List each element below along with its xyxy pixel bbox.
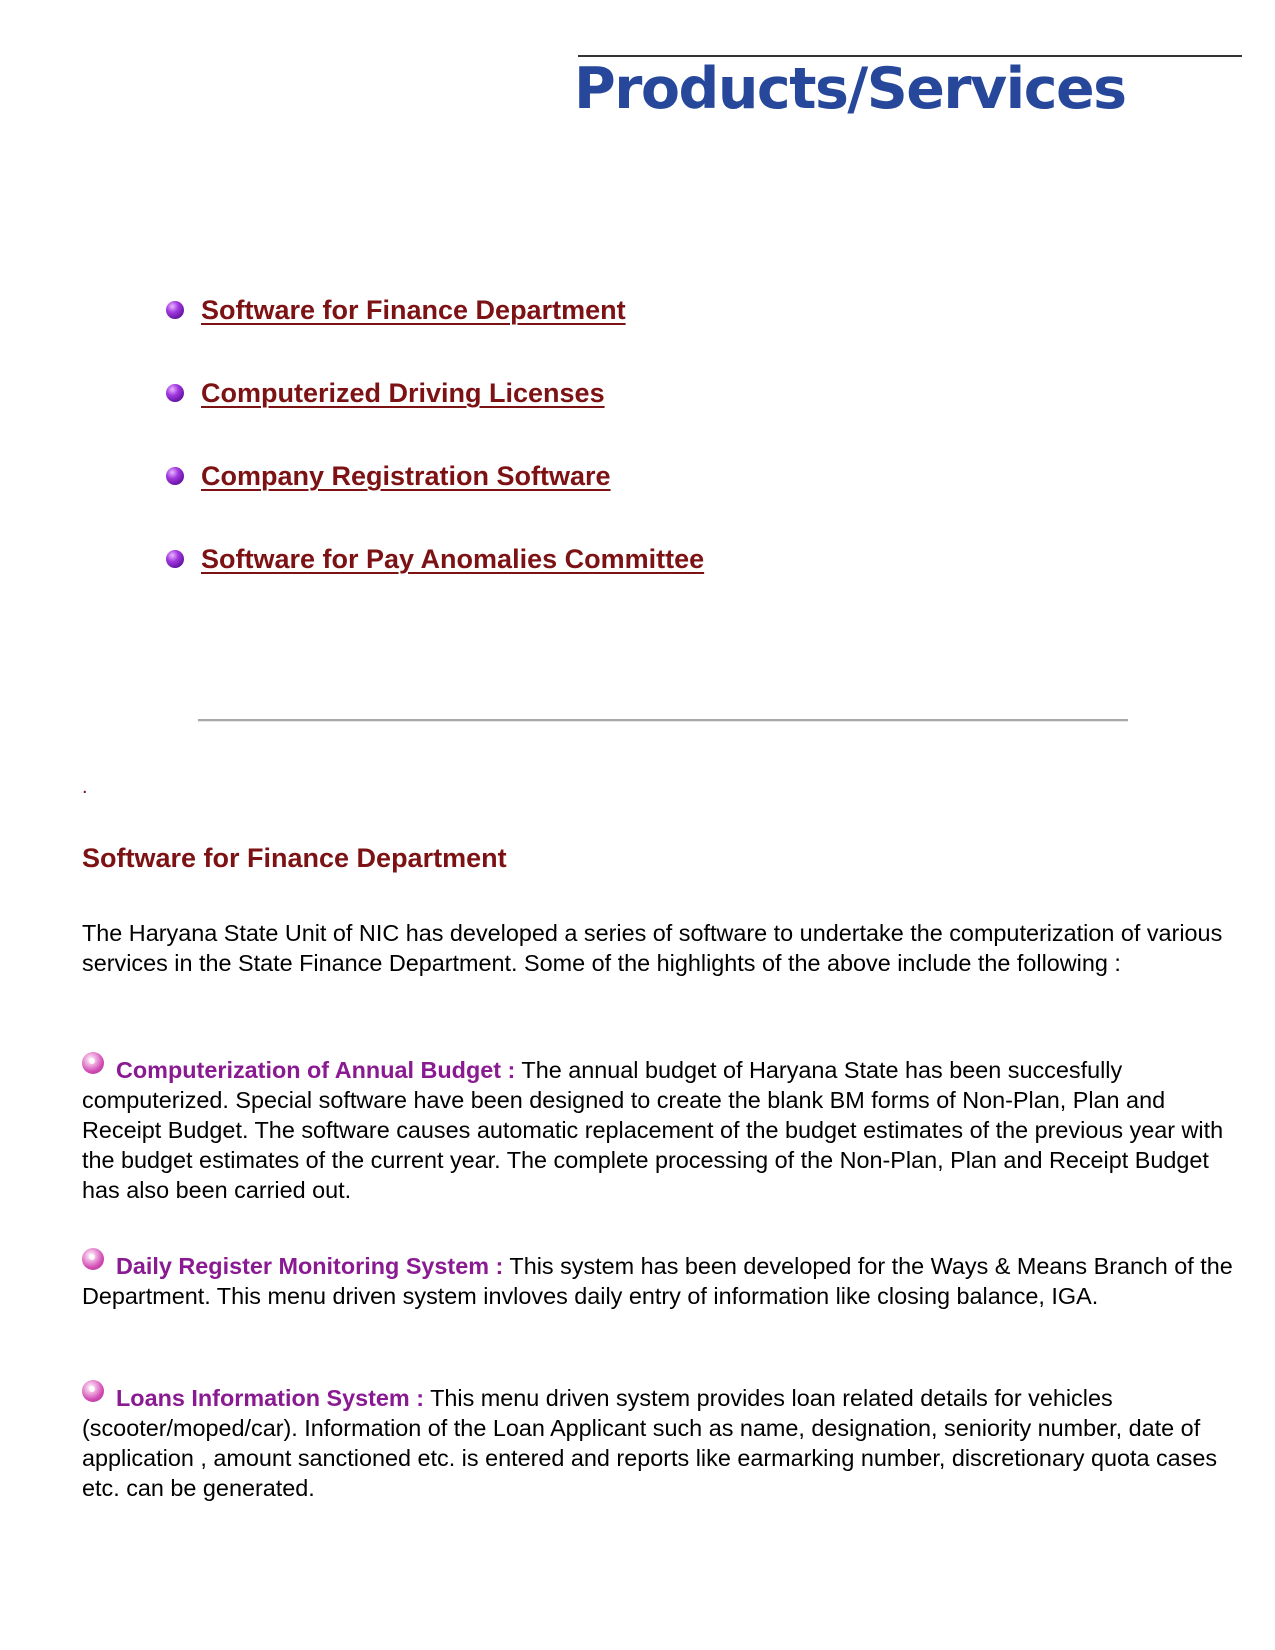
item-text: The annual budget of Haryana State has been succesfully computerized. Special software have been designed to create the blank BM forms of Non-Plan, Plan and Receipt Budget. The software causes automatic replacement of the budget estimates of the previous year with the budget estimates of the current year. The complete processing of the Non-Plan, Plan and Receipt Budget has also been carried out. <box>82 1057 1224 1203</box>
horizontal-divider <box>198 719 1128 722</box>
pink-flower-bullet-icon <box>82 1248 104 1270</box>
link-driving-licenses[interactable]: Computerized Driving Licenses <box>201 378 605 408</box>
intro-paragraph: The Haryana State Unit of NIC has developed a series of software to undertake the computerization of various services in the State Finance Department. Some of the highlights of the above include the following : <box>82 920 1223 976</box>
loans-information-paragraph <box>82 1380 1242 1503</box>
purple-ball-bullet-icon <box>166 550 184 568</box>
purple-ball-bullet-icon <box>166 384 184 402</box>
link-company-registration[interactable]: Company Registration Software <box>201 461 611 491</box>
item-title: Computerization of Annual Budget : <box>116 1057 516 1083</box>
list-item <box>166 378 704 461</box>
item-title: Daily Register Monitoring System : <box>116 1253 504 1279</box>
item-text: This menu driven system provides loan related details for vehicles (scooter/moped/car). Information of the Loan Applicant such as name, designation, seniority number, date of application , amount sanctioned etc. is entered and reports like earmarking number, discretionary quota cases etc. can be generated. <box>82 1385 1218 1501</box>
page-title: Products/Services <box>574 56 1126 122</box>
daily-register-paragraph <box>82 1248 1242 1311</box>
purple-ball-bullet-icon <box>166 467 184 485</box>
pink-flower-bullet-icon <box>82 1052 104 1074</box>
item-title: Loans Information System : <box>116 1385 425 1411</box>
link-finance-department[interactable]: Software for Finance Department <box>201 295 626 325</box>
section-title: Software for Finance Department <box>82 843 507 873</box>
pink-flower-bullet-icon <box>82 1380 104 1402</box>
list-item <box>166 544 704 627</box>
list-item <box>166 295 704 378</box>
product-link-list <box>166 295 704 627</box>
link-pay-anomalies-committee[interactable]: Software for Pay Anomalies Committee <box>201 544 705 574</box>
anchor-marker: . <box>82 776 88 798</box>
annual-budget-paragraph <box>82 1052 1242 1205</box>
item-text: This system has been developed for the Ways & Means Branch of the Department. This menu driven system invloves daily entry of information like closing balance, IGA. <box>82 1253 1233 1309</box>
purple-ball-bullet-icon <box>166 301 184 319</box>
list-item <box>166 461 704 544</box>
